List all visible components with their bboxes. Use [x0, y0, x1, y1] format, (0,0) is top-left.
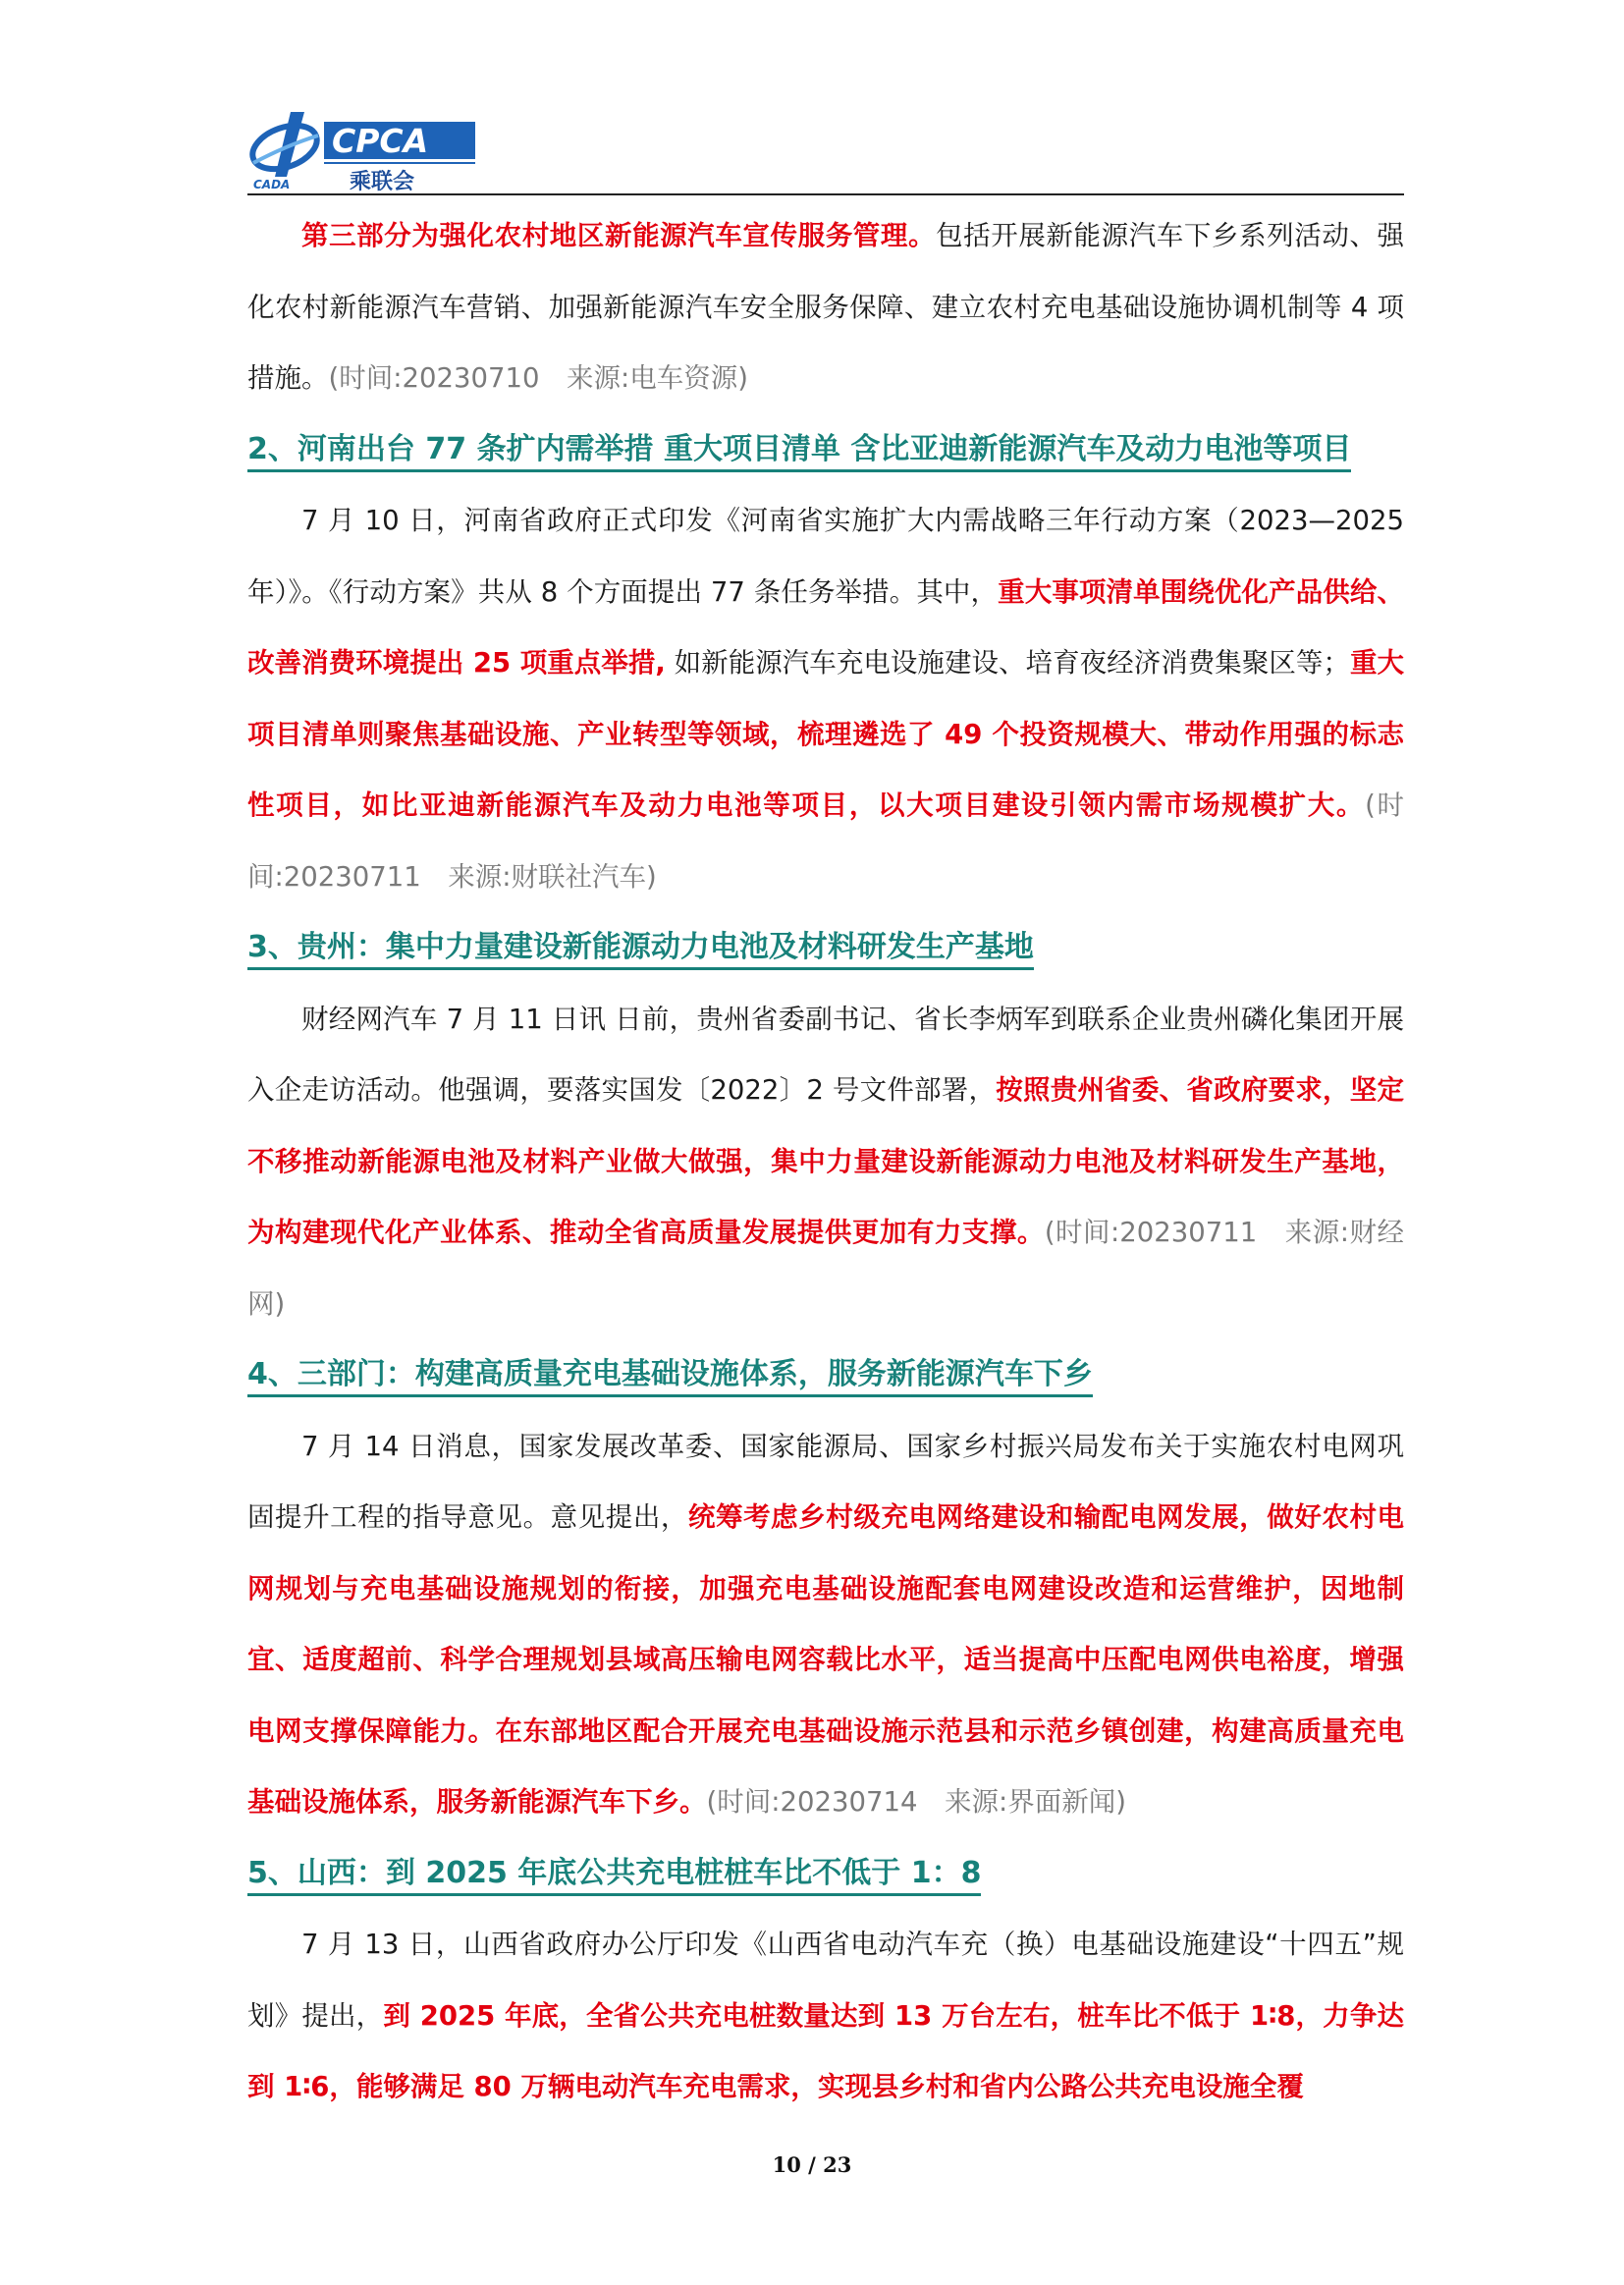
source-note: (时间:20230711 来源:财联社汽车)	[247, 789, 1405, 893]
section5-paragraph	[247, 1909, 1404, 2123]
emphasis-text: 按照贵州省委、省政府要求，坚定不移推动新能源电池及材料产业做大做强，集中力量建设新能源动力电池及材料研发生产基地，为构建现代化产业体系、推动全省高质量发展提供更加有力支撑。	[247, 1074, 1404, 1248]
page-header	[247, 106, 1404, 194]
header-rule	[247, 193, 1404, 195]
section-heading-4: 4、三部门：构建高质量充电基础设施体系，服务新能源汽车下乡	[247, 1339, 1404, 1411]
section-heading-2: 2、河南出台 77 条扩内需举措 重大项目清单 含比亚迪新能源汽车及动力电池等项目	[247, 414, 1404, 486]
source-note: (时间:20230714 来源:界面新闻)	[706, 1786, 1126, 1818]
emphasis-text: 第三部分为强化农村地区新能源汽车宣传服务管理。	[301, 220, 937, 251]
body-text: 如新能源汽车充电设施建设、培育夜经济消费集聚区等；	[665, 647, 1350, 679]
body-text: 7 月 14 日消息，国家发展改革委、国家能源局、国家乡村振兴局发布关于实施农村电网巩固提升工程的指导意见。意见提出，	[247, 1430, 1404, 1533]
svg-text:CADA: CADA	[253, 178, 291, 191]
page-number: 10 / 23	[772, 2152, 852, 2177]
section1-paragraph	[247, 200, 1404, 414]
svg-text:乘联会: 乘联会	[350, 170, 415, 194]
body-text: 7 月 10 日，河南省政府正式印发《河南省实施扩大内需战略三年行动方案（2023—2025 年）》。《行动方案》共从 8 个方面提出 77 条任务举措。其中，	[247, 505, 1404, 608]
body-text: 财经网汽车 7 月 11 日讯 日前，贵州省委副书记、省长李炳军到联系企业贵州磷化集团开展入企走访活动。他强调，要落实国发〔2022〕2 号文件部署，	[247, 1003, 1404, 1106]
emphasis-text: 统筹考虑乡村级充电网络建设和输配电网发展，做好农村电网规划与充电基础设施规划的衔接，加强充电基础设施配套电网建设改造和运营维护，因地制宜、适度超前、科学合理规划县域高压输电网容载比水平，适当提高中压配电网供电裕度，增强电网支撑保障能力。在东部地区配合开展充电基础设施示范县和示范乡镇创建，构建高质量充电基础设施体系，服务新能源汽车下乡。	[247, 1501, 1405, 1818]
section3-paragraph	[247, 984, 1404, 1340]
body-text: 7 月 13 日，山西省政府办公厅印发《山西省电动汽车充（换）电基础设施建设“十四五”规划》提出，	[247, 1929, 1404, 2032]
section-heading-5: 5、山西：到 2025 年底公共充电桩桩车比不低于 1：8	[247, 1838, 1404, 1910]
source-note: (时间:20230711 来源:财经网)	[247, 1217, 1405, 1320]
emphasis-text: 重大项目清单则聚焦基础设施、产业转型等领域，梳理遴选了 49 个投资规模大、带动作用强的标志性项目，如比亚迪新能源汽车及动力电池等项目，以大项目建设引领内需市场规模扩大。	[247, 647, 1404, 821]
emphasis-text: 到 2025 年底，全省公共充电桩数量达到 13 万台左右，桩车比不低于 1∶8，力争达到 1∶6，能够满足 80 万辆电动汽车充电需求，实现县乡村和省内公路公共充电设施全覆	[247, 1999, 1404, 2102]
cpca-logo	[247, 106, 483, 194]
svg-text:CPCA: CPCA	[332, 122, 429, 160]
source-note: (时间:20230710 来源:电车资源)	[328, 362, 748, 394]
body-text: 包括开展新能源汽车下乡系列活动、强化农村新能源汽车营销、加强新能源汽车安全服务保障、建立农村充电基础设施协调机制等 4 项措施。	[247, 220, 1404, 394]
section4-paragraph	[247, 1411, 1404, 1838]
article-body	[247, 200, 1404, 2123]
section2-paragraph	[247, 485, 1404, 912]
section-heading-3: 3、贵州：集中力量建设新能源动力电池及材料研发生产基地	[247, 912, 1404, 984]
emphasis-text: 重大事项清单围绕优化产品供给、改善消费环境提出 25 项重点举措,	[247, 575, 1405, 679]
